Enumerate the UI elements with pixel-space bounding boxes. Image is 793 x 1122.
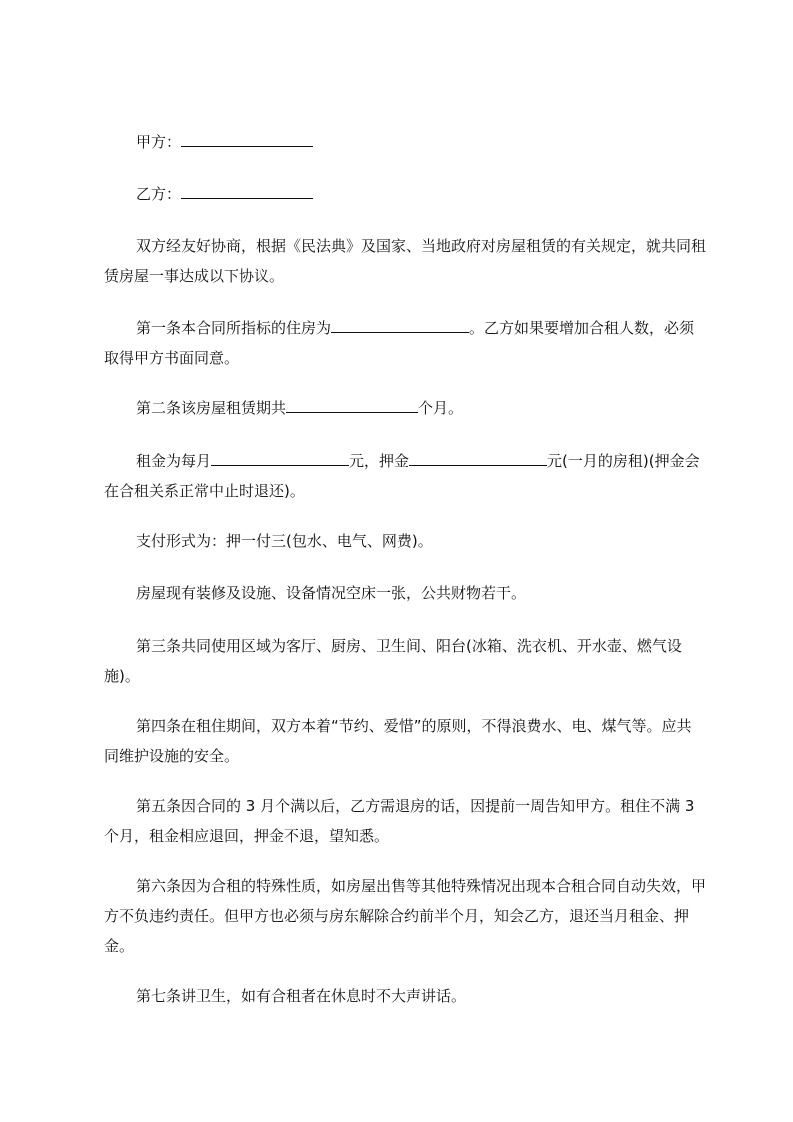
article-2-text-a: 第二条该房屋租赁期共 xyxy=(136,399,287,417)
article-7: 第七条讲卫生，如有合租者在休息时不大声讲话。 xyxy=(136,987,467,1005)
article-1 xyxy=(104,313,706,373)
article-2-text-b: 个月。 xyxy=(418,399,464,417)
party-a-line xyxy=(104,127,706,157)
article-4: 第四条在租住期间，双方本着“节约、爱惜”的原则，不得浪费水、电、煤气等。应共同维护设施的安全。 xyxy=(104,717,692,765)
deposit-blank[interactable] xyxy=(409,447,547,466)
party-b-label: 乙方： xyxy=(136,185,182,203)
rent-text-b: 元，押金 xyxy=(349,452,410,470)
party-a-label: 甲方： xyxy=(136,133,182,151)
rent-text-a: 租金为每月 xyxy=(136,452,212,470)
article-6: 第六条因为合租的特殊性质，如房屋出售等其他特殊情况出现本合租合同自动失效，甲方不负违约责任。但甲方也必须与房东解除合约前半个月，知会乙方，退还当月租金、押金。 xyxy=(104,877,707,955)
facilities-paragraph: 房屋现有装修及设施、设备情况空床一张，公共财物若干。 xyxy=(136,584,527,602)
rent-paragraph xyxy=(104,446,706,506)
intro-paragraph: 双方经友好协商，根据《民法典》及国家、当地政府对房屋租赁的有关规定，就共同租赁房屋一事达成以下协议。 xyxy=(104,237,707,285)
article-1-text-b: 。乙方如果要增加合租人数，必须取得甲方书面同意。 xyxy=(104,319,695,367)
rent-text-c: 元(一月的房租)(押金会在合租关系正常中止时退还)。 xyxy=(104,452,700,500)
article-2 xyxy=(104,393,706,423)
article-2-blank[interactable] xyxy=(286,394,418,413)
party-a-blank[interactable] xyxy=(181,128,313,147)
article-5: 第五条因合同的 3 月个满以后，乙方需退房的话，因提前一周告知甲方。租住不满 3 个月，租金相应退回，押金不退，望知悉。 xyxy=(104,797,695,845)
article-1-text-a: 第一条本合同所指标的住房为 xyxy=(136,319,332,337)
rent-monthly-blank[interactable] xyxy=(211,447,349,466)
article-1-blank[interactable] xyxy=(331,314,469,333)
party-b-blank[interactable] xyxy=(181,180,313,199)
party-b-line xyxy=(104,179,706,209)
article-3: 第三条共同使用区域为客厅、厨房、卫生间、阳台(冰箱、洗衣机、开水壶、燃气设施)。 xyxy=(104,637,682,685)
payment-paragraph: 支付形式为：押一付三(包水、电气、网费)。 xyxy=(136,532,433,550)
